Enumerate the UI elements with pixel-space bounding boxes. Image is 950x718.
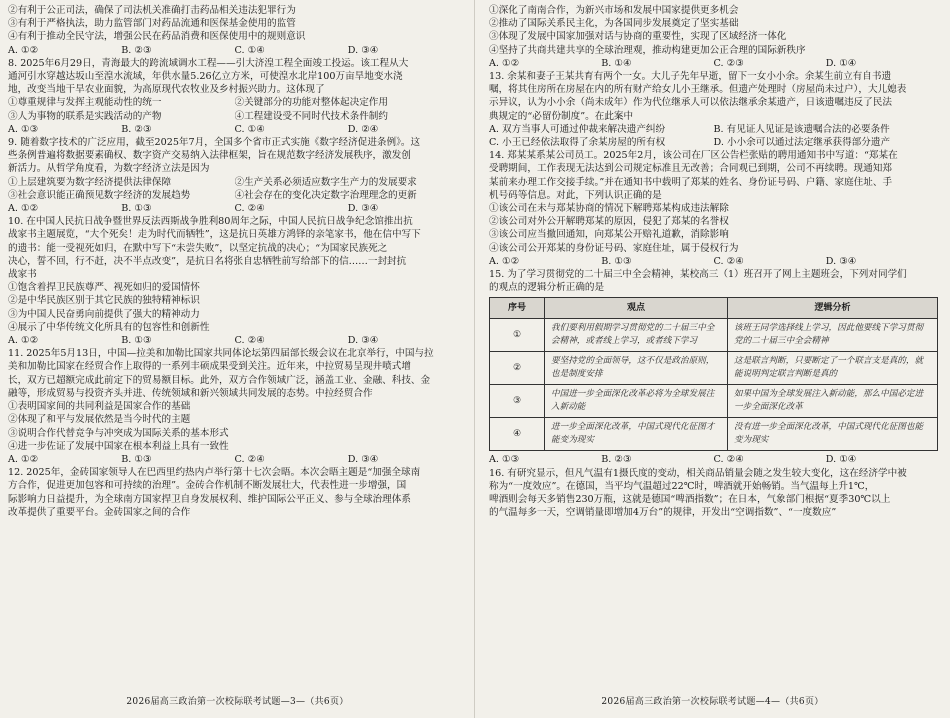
q9-choices	[8, 189, 461, 202]
choice: ②推动了国际关系民主化，为各国同步发展奠定了坚实基础	[489, 18, 739, 30]
q13-options	[489, 136, 938, 149]
choice: ②该公司对外公开解聘郑某的原因，侵犯了郑某的名誉权	[489, 216, 729, 228]
q15-line: 的观点的逻辑分析正确的是	[489, 282, 605, 294]
choice: ①表明国家间的共同利益是国家合作的基础	[8, 401, 191, 413]
q13-options	[489, 123, 938, 136]
option-d: D. ③④	[347, 453, 379, 465]
row-analysis: 没有进一步全面深化改革，中国式现代化征图也能变为现实	[728, 418, 938, 451]
option-a: A. ①②	[8, 203, 39, 215]
choice: ③体现了发展中国家加强对话与协商的重要性，实现了区域经济一体化	[489, 31, 787, 43]
q8-line: 地，改变当地干旱农业面貌，为高原现代农牧业及乡村振兴助力。这体现了	[8, 84, 325, 96]
q10-line: 10. 在中国人民抗日战争暨世界反法西斯战争胜利80周年之际，中国人民抗日战争纪念馆推出抗	[8, 216, 413, 228]
column-header-view: 观点	[545, 298, 728, 319]
table-header-row	[490, 298, 938, 319]
table-row	[490, 319, 938, 352]
option-d: D. ②④	[347, 123, 379, 135]
q8-options	[8, 123, 461, 136]
q13-line: 嘱，将其住房所在房屋在内的所有财产给女儿小王继承。但遗产处理时（房屋尚未过户），大儿媳表	[489, 84, 907, 96]
choice: ①上层建筑要为数字经济提供法律保障	[8, 176, 172, 188]
option-b: B. ②③	[121, 44, 152, 56]
column-header-analysis: 逻辑分析	[728, 298, 938, 319]
row-number: ②	[490, 352, 545, 385]
option-a: A. ①②	[8, 335, 39, 347]
question-16	[489, 467, 938, 520]
option-d: D. 小小余可以通过法定继承获得部分遗产	[713, 137, 891, 149]
q9-line: 9. 随着数字技术的广泛应用，截至2025年7月，全国多个省市正式实施《数字经济促进条例》。这	[8, 137, 421, 149]
option-a: A. ①③	[8, 123, 39, 135]
option-c: C. ②④	[234, 203, 265, 215]
q10-line: 的遗书：能一受视死如归，在默中写下“未尝失败”，以坚定抗战的决心；“为国家民族死之	[8, 242, 388, 254]
question-13	[489, 70, 938, 149]
option-c: C. ②④	[713, 255, 744, 267]
q16-line: 称为“一度效应”。在德国，当平均气温超过22℃时，啤酒就开始畅销。当气温每上升1℃，	[489, 480, 875, 492]
row-view: 我们要利用假期学习贯彻党的二十届三中全会精神，或者线上学习，或者线下学习	[545, 319, 728, 352]
q11-line: 11. 2025年5月13日，中国—拉美和加勒比国家共同体论坛第四届部长级会议在北京举行，中国与拉	[8, 348, 434, 360]
q11-options	[8, 453, 461, 466]
question-9	[8, 136, 461, 215]
q7-line: ③有利于严格执法，助力监管部门对药品流通和医保基金使用的监管	[8, 18, 296, 30]
q10-options	[8, 334, 461, 347]
choice: ①深化了南南合作，为新兴市场和发展中国家提供更多机会	[489, 5, 739, 16]
q8-line: 8. 2025年6月29日，青海最大的跨流域调水工程——引大济湟工程全面竣工投运。该工程从大	[8, 57, 409, 69]
q16-line: 16. 有研究显示，但凡气温有1摄氏度的变动，相关商品销量会随之发生较大变化，这在经济学中被	[489, 467, 907, 479]
choice: ④该公司公开郑某的身份证号码、家庭住址，属于侵权行为	[489, 242, 739, 254]
q14-options	[489, 255, 938, 268]
q16-line: 的气温每多一天，空调销量即增加4万台”的规律，开发出“空调指数”、“一度数应”	[489, 507, 837, 519]
option-d: D. ①④	[825, 57, 857, 69]
option-a: A. ①②	[489, 57, 520, 69]
q8-choices	[8, 96, 461, 109]
option-a: A. ①②	[8, 44, 39, 56]
row-number: ③	[490, 385, 545, 418]
choice: ④展示了中华传统文化所具有的包容性和创新性	[8, 321, 210, 333]
option-c: C. ②④	[234, 335, 265, 347]
question-14	[489, 149, 938, 268]
q7-line: ④有利于推动全民守法，增强公民在药品消费和医保使用中的规则意识	[8, 31, 306, 43]
option-d: D. ③④	[347, 335, 379, 347]
choice: ④工程建设受不同时代技术条件制约	[234, 110, 388, 122]
logic-analysis-table	[489, 297, 938, 451]
choice: ②是中华民族区别于其它民族的独特精神标识	[8, 295, 200, 307]
option-b: B. ①③	[121, 453, 152, 465]
question-8	[8, 57, 461, 136]
q12-line: 方合作，促进更加包容和可持续的治理”。金砖合作机制不断发展壮大，代表性进一步增强，国	[8, 480, 407, 492]
q9-options	[8, 202, 461, 215]
q8-choices	[8, 110, 461, 123]
question-15	[489, 268, 938, 467]
page-4	[475, 0, 950, 718]
option-a: A. ①③	[489, 454, 520, 466]
choice: ③人为事物的联系是实践活动的产物	[8, 110, 162, 122]
option-a: A. ①②	[489, 255, 520, 267]
table-row	[490, 418, 938, 451]
option-a: A. ①②	[8, 453, 39, 465]
q9-line: 些条例普遍将数据要素确权、数字资产交易纳入法律框架，旨在规范数字经济发展秩序，激发创	[8, 150, 411, 162]
q7-continued	[8, 4, 461, 57]
q12-line: 12. 2025年，金砖国家领导人在巴西里约热内卢举行第十七次会晤。本次会晤主题是“加强全球南	[8, 467, 421, 479]
q10-line: 战家书主题展览，“大个死矣！走为时代而牺牲”，这是抗日英雄方鸿铎的亲笔家书，他在信中写下	[8, 229, 421, 241]
q11-line: 美和加勒比国家在经贸合作上取得的一系列丰硕成果受到关注。近年来，中拉贸易呈现井喷式增	[8, 361, 411, 373]
choice: ③为中国人民奋勇向前提供了强大的精神动力	[8, 308, 200, 320]
q10-line: 决心，誓不回，行不赶，决不半点改变”，是抗日名将张自忠牺牲前写给部下的信……一封封抗	[8, 255, 407, 267]
q11-line: 融等，形成贸易与投资齐头并进、传统领域和新兴领域共同发展的态势。中拉经贸合作	[8, 387, 373, 399]
question-12	[8, 466, 461, 519]
q7-options	[8, 44, 461, 57]
option-b: B. ①④	[601, 57, 632, 69]
q16-line: 啤酒则会每天多销售230万瓶，这就是德国“啤酒指数”；在日本，气象部门根据“夏季30℃以上	[489, 494, 891, 506]
option-d: D. ③④	[347, 44, 379, 56]
option-c: C. ②④	[713, 454, 744, 466]
q9-choices	[8, 176, 461, 189]
choice: ②生产关系必须适应数字生产力的发展要求	[234, 176, 417, 188]
q12-continued	[489, 4, 938, 70]
q12-options	[489, 57, 938, 70]
choice: ②关键部分的功能对整体起决定作用	[234, 97, 388, 109]
question-10	[8, 215, 461, 347]
option-b: B. 有见证人见证是该遗嘱合法的必要条件	[713, 123, 890, 135]
q13-line: 典规定的“必留份制度”。在此案中	[489, 110, 634, 122]
option-d: D. ③④	[825, 255, 857, 267]
q14-line: 14. 郑某某系某公司员工。2025年2月，该公司在厂区公告栏张贴的聘用通知书中写道：“郑某在	[489, 150, 898, 162]
option-c: C. ①④	[234, 123, 265, 135]
choice: ①该公司在未与郑某协商的情况下解聘郑某构成违法解除	[489, 203, 729, 215]
row-number: ①	[490, 319, 545, 352]
q13-line: 13. 余某和妻子王某共育有两个一女。大儿子先年早逝，留下一女小小余。余某生前立有自书遗	[489, 71, 892, 83]
q10-line: 战家书	[8, 269, 37, 281]
column-header-number: 序号	[490, 298, 545, 319]
row-analysis: 这是联言判断，只要断定了一个联言支是真的，就能说明判定联言判断是真的	[728, 352, 938, 385]
option-c: C. ②③	[713, 57, 744, 69]
choice: ④坚持了共商共建共享的全球治理观，推动构建更加公正合理的国际新秩序	[489, 44, 806, 56]
option-b: B. ①③	[121, 203, 152, 215]
table-row	[490, 385, 938, 418]
choice: ③该公司应当撤回通知，向郑某公开赔礼道歉，消除影响	[489, 229, 729, 241]
table-row	[490, 352, 938, 385]
row-view: 进一步全面深化改革，中国式现代化征图才能变为现实	[545, 418, 728, 451]
row-view: 要坚持党的全面领导，这不仅是政治原则，也是制度安排	[545, 352, 728, 385]
option-b: B. ②③	[601, 454, 632, 466]
choice: ③说明合作代替竞争与冲突成为国际关系的基本形式	[8, 427, 229, 439]
option-c: C. ①④	[234, 44, 265, 56]
option-a: A. 双方当事人可通过仲裁来解决遗产纠纷	[489, 123, 666, 135]
option-d: D. ①④	[825, 454, 857, 466]
row-number: ④	[490, 418, 545, 451]
choice: ③社会意识能正确预见数字经济的发展趋势	[8, 189, 191, 201]
question-11	[8, 347, 461, 466]
choice: ①饱含着捍卫民族尊严、视死如归的爱国情怀	[8, 282, 200, 294]
option-b: B. ②③	[121, 123, 152, 135]
option-d: D. ③④	[347, 203, 379, 215]
q8-line: 通河引水穿越达坂山至湟水流域，年供水量5.26亿立方米，可使湟水北岸100万亩旱地变水浇	[8, 71, 403, 83]
q15-options	[489, 453, 938, 466]
option-b: B. ①③	[121, 335, 152, 347]
q14-line: 受聘期间，工作表现无法达到公司规定标准且无改善；合同观已到期，公司不再续聘。现通知郑	[489, 163, 892, 175]
choice: ④社会存在的变化决定数字治理理念的更新	[234, 189, 417, 201]
q15-line: 15. 为了学习贯彻党的二十届三中全会精神，某校高三（1）班召开了网上主题班会，下列对同学们	[489, 269, 907, 281]
choice: ④进一步佐证了发展中国家在根本利益上具有一致性	[8, 440, 229, 452]
choice: ②体现了和平与发展依然是当今时代的主题	[8, 414, 191, 426]
q12-line: 际影响力日益提升，为全球南方国家捍卫自身发展权利、维护国际公平正义、参与全球治理体系	[8, 493, 411, 505]
choice: ①尊重规律与发挥主观能动性的统一	[8, 97, 162, 109]
page-footer: 2026届高三政治第一次校际联考试题—3—（共6页）	[126, 696, 349, 707]
option-b: B. ①③	[601, 255, 632, 267]
q7-line: ②有利于公正司法，确保了司法机关准确打击药品相关违法犯罪行为	[8, 5, 296, 16]
q14-line: 某前来办理工作交接手续。”并在通知书中载明了郑某的姓名、身份证号码、户籍、家庭住址、手	[489, 176, 893, 188]
q9-line: 新活力。从哲学角度看，为数字经济立法是因为	[8, 163, 210, 175]
q12-line: 改革提供了重要平台。金砖国家之间的合作	[8, 506, 191, 518]
row-analysis: 该班王同学选择线上学习，因此他要线下学习贯彻党的二十届三中全会精神	[728, 319, 938, 352]
q11-line: 长，双方已超额完成此前定下的贸易额目标。此外，双方合作领域广泛，涵盖工业、金融、科技、金	[8, 374, 431, 386]
row-view: 中国进一步全面深化改革必将为全球发展注入新动能	[545, 385, 728, 418]
option-c: C. ②④	[234, 453, 265, 465]
q13-line: 示异议，认为小小余（尚未成年）作为代位继承人可以依法继承余某遗产，日该遗嘱违反了民法	[489, 97, 892, 109]
page-footer: 2026届高三政治第一次校际联考试题—4—（共6页）	[601, 696, 824, 707]
row-analysis: 如果中国为全球发展注入新动能，那么中国必定进一步全面深化改革	[728, 385, 938, 418]
q14-line: 机号码等信息。对此，下列认识正确的是	[489, 189, 662, 201]
option-c: C. 小王已经依法取得了余某房屋的所有权	[489, 137, 666, 149]
